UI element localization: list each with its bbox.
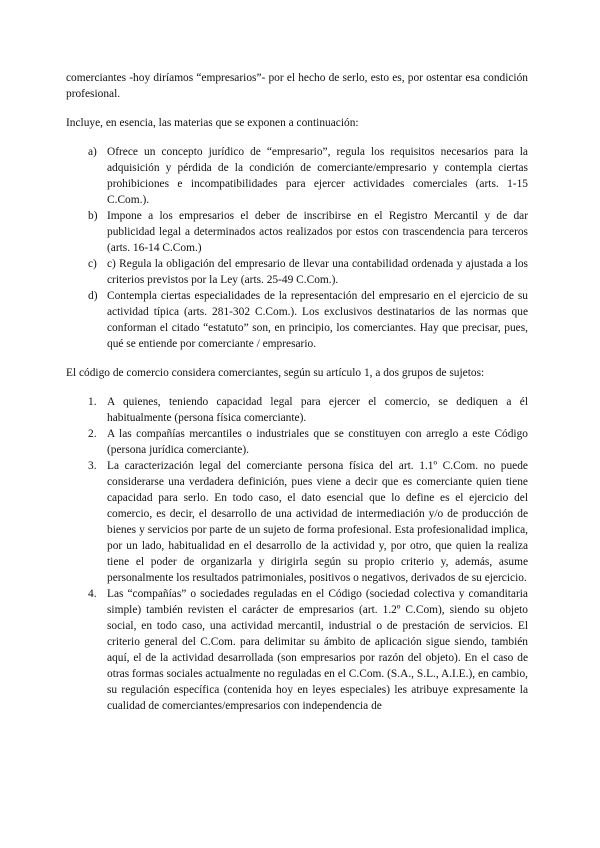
list-item-text: A quienes, teniendo capacidad legal para ejercer el comercio, se dediquen a él habitualmente (persona física comerciante).	[107, 396, 528, 424]
list-item	[66, 288, 528, 352]
list-item-text: Ofrece un concepto jurídico de “empresario”, regula los requisitos necesarios para la adquisición y pérdida de la condición de comerciante/empresario y contempla ciertas prohibiciones e incompatibilidades para ejercer actividades comerciales (arts. 1-15 C.Com.).	[107, 146, 528, 206]
list-item-text: A las compañías mercantiles o industriales que se constituyen con arreglo a este Código (persona jurídica comerciante).	[107, 428, 528, 456]
list-marker: d)	[88, 290, 98, 302]
list-item	[66, 394, 528, 426]
list-marker: 2.	[88, 428, 97, 440]
alpha-list	[66, 144, 528, 352]
lead-paragraph: Incluye, en esencia, las materias que se exponen a continuación:	[66, 117, 359, 129]
list-item	[66, 256, 528, 288]
document-body	[66, 70, 528, 714]
numbered-list	[66, 394, 528, 714]
list-marker: 3.	[88, 460, 97, 472]
list-marker: a)	[88, 146, 97, 158]
list-marker: c)	[88, 258, 97, 270]
list-item-text: c) Regula la obligación del empresario de llevar una contabilidad ordenada y ajustada a los criterios previstos por la Ley (arts. 25-49 C.Com.).	[107, 258, 528, 286]
lead2-paragraph: El código de comercio considera comerciantes, según su artículo 1, a dos grupos de sujetos:	[66, 367, 485, 379]
list-item	[66, 426, 528, 458]
list-item-text: Contempla ciertas especialidades de la representación del empresario en el ejercicio de su actividad típica (arts. 281-302 C.Com.). Los exclusivos destinatarios de las normas que conforman el citado “estatuto” son, en principio, los comerciantes. Hay que precisar, pues, qué se entiende por comerciante / empresario.	[107, 290, 528, 350]
intro-paragraph: comerciantes -hoy diríamos “empresarios”- por el hecho de serlo, esto es, por ostentar esa condición profesional.	[66, 72, 528, 100]
list-marker: 4.	[88, 588, 97, 600]
list-item-text: Impone a los empresarios el deber de inscribirse en el Registro Mercantil y de dar publicidad legal a determinados actos realizados por estos con trascendencia para terceros (arts. 16-14 C.Com.)	[107, 210, 528, 254]
list-item	[66, 144, 528, 208]
list-item-text: Las “compañías” o sociedades reguladas en el Código (sociedad colectiva y comanditaria simple) también revisten el carácter de empresarios (art. 1.2º C.Com), siendo su objeto social, en todo caso, una actividad mercantil, industrial o de prestación de servicios. El criterio general del C.Com. para delimitar su ámbito de aplicación sigue siendo, también aquí, el de la actividad desarrollada (son empresarios por razón del objeto). En el caso de otras formas sociales actualmente no reguladas en el C.Com. (S.A., S.L., A.I.E.), en cambio, su regulación específica (contenida hoy en leyes especiales) les atribuye expresamente la cualidad de comerciantes/empresarios con independencia de	[107, 588, 528, 712]
list-item	[66, 586, 528, 714]
list-marker: b)	[88, 210, 98, 222]
list-item-text: La caracterización legal del comerciante persona física del art. 1.1º C.Com. no puede considerarse una verdadera definición, pues viene a decir que es comerciante quien tiene capacidad para serlo. En todo caso, el dato esencial que lo define es el ejercicio del comercio, es decir, el desarrollo de una actividad de intermediación y/o de producción de bienes y servicios por parte de un sujeto de forma profesional. Esta profesionalidad implica, por un lado, habitualidad en el desarrollo de la actividad y, por otro, que quien la realiza tiene el poder de organizarla y dirigirla según su propio criterio y, además, asume personalmente los resultados patrimoniales, positivos o negativos, derivados de su ejercicio.	[107, 460, 528, 584]
list-item	[66, 458, 528, 586]
list-marker: 1.	[88, 396, 97, 408]
list-item	[66, 208, 528, 256]
